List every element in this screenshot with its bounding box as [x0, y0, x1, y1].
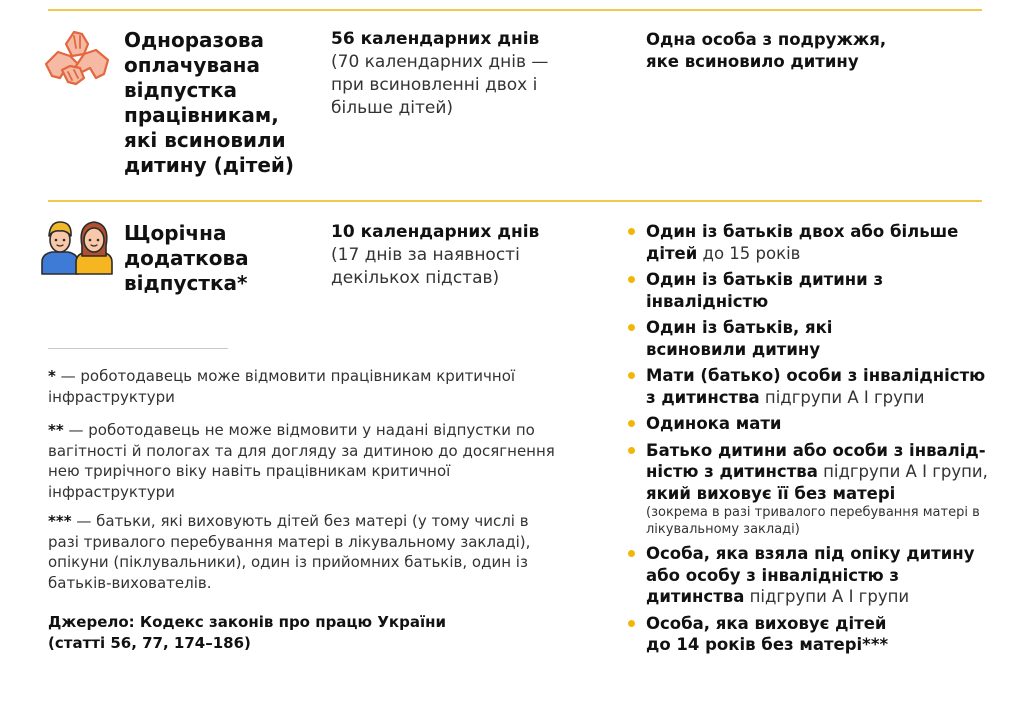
footnote-1: * — роботодавець може відмовити працівникам критичної інфраструктури [48, 367, 516, 406]
footnote-3: *** — батьки, які виховують дітей без матері (у тому числі в разі тривалого перебування матері в лікувальному закладі), опікуни (піклувальники), один із прийомних батьків, один із батьків-вихователів. [48, 512, 531, 592]
list-item: Мати (батько) особи з інвалідністю з дитинства підгрупи А I групи [628, 365, 998, 408]
footnote-2: ** — роботодавець не може відмовити у надані відпустки по вагітності й пологах та для догляду за дитиною до досягнення нею трирічного віку навіть працівникам критичної інфраструктури [48, 421, 555, 501]
eligible-list [628, 221, 998, 661]
eligible-adoption [646, 29, 906, 72]
row-divider [48, 200, 982, 202]
top-divider [48, 9, 982, 11]
list-item: Один із батьків, які всиновили дитину [628, 317, 876, 360]
list-item: Батько дитини або особи з інвалідністю з дитинства підгрупи А I групи, який виховує її без матері (зокрема в разі тривалого перебування матері в лікувальному закладі) [628, 440, 998, 539]
duration-main: 56 календарних днів [331, 29, 540, 49]
list-item: Один із батьків дитини з інвалідністю [628, 269, 886, 312]
leave-title-adoption: Одноразова оплачувана відпустка працівникам, які всиновили дитину (дітей) [124, 28, 295, 177]
duration-annual [331, 221, 581, 290]
parents-icon [40, 216, 114, 276]
eligible-text: Одна особа з подружжя, яке всиновило дитину [646, 30, 887, 71]
duration-main: 10 календарних днів [331, 222, 540, 242]
duration-note: (70 календарних днів — при всиновленні двох і більше дітей) [331, 52, 549, 118]
duration-note: (17 днів за наявності декількох підстав) [331, 245, 520, 288]
list-item: Одинока мати [628, 413, 998, 435]
list-item: Один із батьків двох або більше дітей до 15 років [628, 221, 998, 264]
list-item: Особа, яка взяла під опіку дитину або особу з інвалідністю з дитинства підгрупи А I групи [628, 543, 998, 608]
leave-title-annual: Щорічна додаткова відпустка* [124, 221, 249, 295]
footnote-divider [48, 348, 228, 349]
list-item: Особа, яка виховує дітей до 14 років без матері*** [628, 613, 906, 656]
source-note: Джерело: Кодекс законів про працю України (статті 56, 77, 174–186) [48, 613, 446, 652]
duration-adoption [331, 28, 581, 120]
hands-icon [40, 26, 114, 92]
